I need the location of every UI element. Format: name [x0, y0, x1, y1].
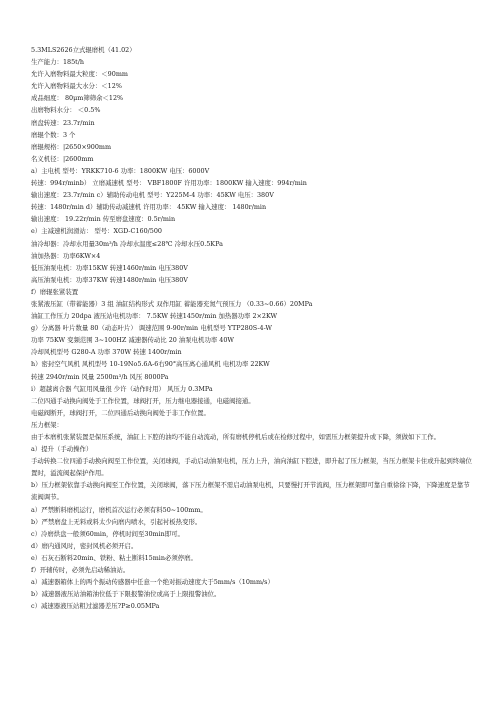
document-line: 手动转换二位四通手动换向阀至工作位置，关闭球阀，手动启动油泵电机，压力上升，油向油缸下腔进，即升起了压力框架，当压力框架卡住或升起到终端位置时，溢流阀起保护作用。 — [31, 457, 472, 478]
document-line: c）减速器液压站粗过滤器差压?P≥0.05MPa — [31, 602, 160, 611]
document-line: 转速：1480r/min d）辅助传动减速机 许用功率： 45KW 输入速度： 1480r/min — [31, 203, 267, 212]
document-line: 5.3MLS2626立式辊磨机（41.02） — [31, 46, 136, 54]
document-line: 油加热器：功率6KW×4 — [31, 251, 101, 260]
document-line: 高压油泵电机：功率37KW 转速1480r/min 电压380V — [31, 275, 188, 284]
document-line: 磨盘转速：23.7r/min — [31, 118, 95, 127]
document-line: d）磨内通风时，密封风机必须开启。 — [31, 541, 138, 550]
document-line: f）磨辊张紧装置 — [31, 287, 79, 296]
document-line: e）主减速机润滑站： 型号：XGD-C160/500 — [31, 227, 162, 236]
document-line: 允许入磨物料最大水分：＜12% — [31, 82, 122, 91]
document-line: 出磨物料水分： ＜0.5% — [31, 106, 101, 115]
document-line: a）主电机 型号：YRKK710-6 功率：1800KW 电压：6000V — [31, 166, 210, 175]
document-line: 低压油泵电机：功率15KW 转速1460r/min 电压380V — [31, 263, 188, 272]
document-line: 电磁阀断开，球阀打开，二位四通后动换向阀处于非工作位置。 — [31, 408, 210, 417]
document-line: f）开辅传时，必须先启动稀油站。 — [31, 566, 130, 575]
document-line: 二位四通手动换向阀处于工作位置，球阀打开，压力继电器接通，电磁阀接通。 — [31, 396, 255, 405]
document-body — [31, 44, 475, 612]
document-line: 磨辊规格：|2650×900mm — [31, 142, 112, 151]
document-line: 名义机径：|2600mm — [31, 154, 94, 163]
document-line: 允许入磨物料最大粒度：＜90mm — [31, 70, 128, 79]
document-line: 转速：994r/minb） 立磨减速机 型号： VBF1800F 许用功率：1800KW 输入速度：994r/min — [31, 179, 307, 188]
document-line: a）减速器箱体上的两个振动传感器中任意一个绝对振动速度大于5mm/s（10mm/s） — [31, 578, 274, 587]
document-line: a）提升（手动操作） — [31, 445, 93, 454]
document-line: b）严禁磨盘上无料或料太少向磨内喷水，引起衬板热变形。 — [31, 517, 202, 526]
document-line: 生产能力：185t/h — [31, 58, 84, 67]
document-line: 油缸工作压力 20dpa 液压站电机功率： 7.5KW 转速1450r/min 加热器功率 2×2KW — [31, 312, 278, 321]
document-line: 磨辊个数：3 个 — [31, 130, 76, 139]
document-line: 由于本磨机张紧装置是保压系统，油缸上下腔的油均不能自动流动，所有磨机停机后或在检修过程中，如需压力框架提升或下降，须做如下工作。 — [31, 433, 440, 441]
document-line: 油冷却器：冷却水用量30m³/h 冷却水温度≤28℃ 冷却水压0.5KPa — [31, 239, 223, 248]
document-line: 压力框架： — [31, 420, 63, 429]
document-line: h）密封空气风机 风机型号 10-19No5.6A-6右90°高压离心通风机 电机功率 22KW — [31, 360, 270, 369]
document-line: e）石灰石断料20min、铁粉、粘土断料15min必须停磨。 — [31, 553, 197, 562]
document-line: a）严禁断料磨机运行，磨机首次运行必须有料50~100mm。 — [31, 505, 207, 514]
document-line: 成品细度： 80μm筛筛余＜12% — [31, 94, 124, 103]
document-line: 张紧液压缸（带蓄能器）3 组 油缸结构形式 双作用缸 蓄能器充氮气预压力 （0.33~0.66）20MPa — [31, 299, 313, 308]
document-line: 输出速度：23.7r/min c）辅助传动电机 型号：Y225M-4 功率：45KW 电压：380V — [31, 191, 274, 200]
document-line: 功率 75KW 变频范围 3~100HZ 减速器传动比 20 油泵电机功率 40W — [31, 336, 234, 345]
document-line: g）分离器 叶片数量 80（动态叶片） 调速范围 9-90r/min 电机型号 YTP280S-4-W — [31, 324, 272, 333]
document-line: i）超越离合器 气缸用风量很 少许（动作时用） 风压力 0.3MPa — [31, 384, 213, 393]
document-line: b）减速器液压站油箱油位低于下限报警油位或高于上限报警油位。 — [31, 590, 221, 599]
document-line: 冷却风机型号 G280-A 功率 370W 转速 1400r/min — [31, 348, 182, 357]
document-line: 输出速度： 19.22r/min 传至磨盘速度：0.5r/min — [31, 215, 176, 224]
document-line: c）冷磨烘盘一般须60min，停机时间至30min即可。 — [31, 529, 184, 538]
document-line: b）压力框架依靠手动换向阀至工作位置，关闭球阀，落下压力框架不需启动油泵电机，只要慢打开节流阀，压力框架即可靠自重徐徐下降，下降速度是靠节流阀调节。 — [31, 481, 470, 502]
document-line: 转速 2940r/min 风量 2500m³/h 风压 8000Pa — [31, 372, 169, 381]
